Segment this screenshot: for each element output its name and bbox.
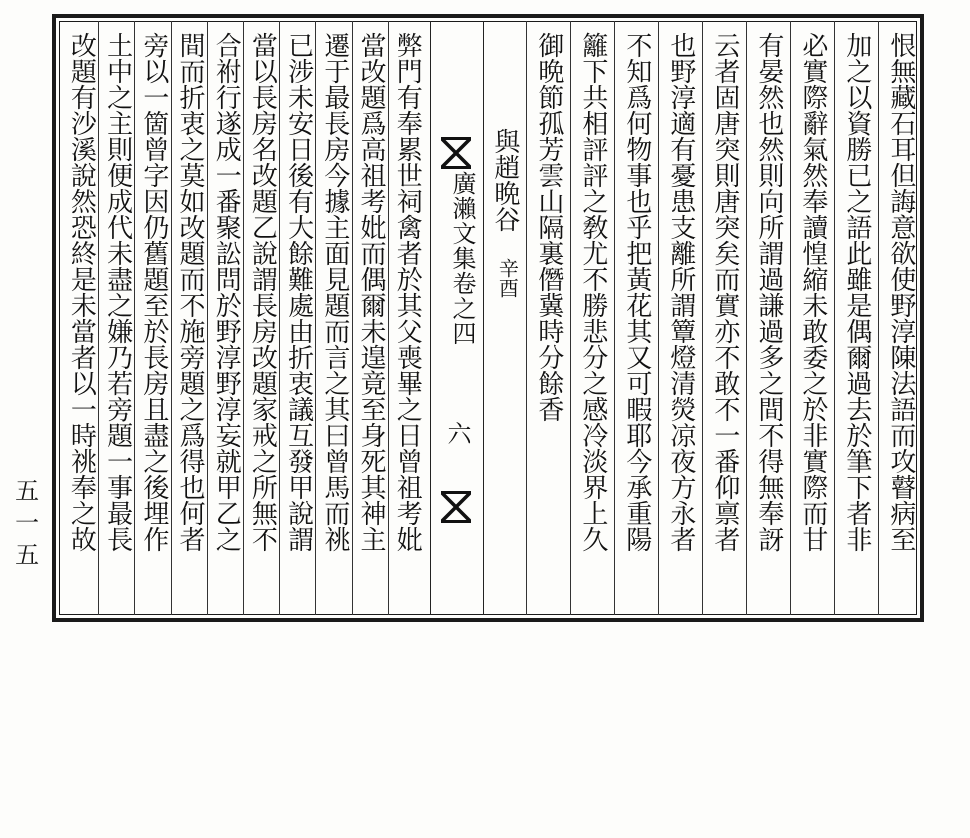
page-number: 五一五 bbox=[10, 478, 39, 574]
text-column-4: 有晏然也然則向所謂過謙過多之間不得無奉訝 bbox=[753, 32, 784, 552]
center-strip bbox=[430, 21, 484, 615]
column-rule bbox=[658, 21, 659, 615]
text-column-10: 弊門有奉累世祠禽者於其父喪畢之日曾祖考妣 bbox=[392, 32, 423, 552]
column-rule bbox=[243, 21, 244, 615]
text-column-17: 旁以一箇曾字因仍舊題至於長房且盡之後埋作 bbox=[138, 32, 169, 552]
letter-heading-year: 辛酉 bbox=[495, 258, 520, 298]
text-column-16: 間而折衷之莫如改題而不施旁題之爲得也何者 bbox=[175, 32, 205, 552]
column-rule bbox=[878, 21, 879, 615]
text-column-12: 遷于最長房今據主面見題而言之其曰曾馬而祧 bbox=[319, 32, 350, 552]
column-rule bbox=[98, 21, 99, 615]
text-column-8: 籬下共相評評之敎尤不勝悲分之感冷淡界上久 bbox=[577, 32, 608, 552]
text-column-6: 也野淳適有憂患支離所謂簟燈清熒凉夜方永者 bbox=[665, 32, 696, 552]
text-column-3: 必實際辭氣然奉讀惶縮未敢委之於非實際而甘 bbox=[797, 32, 828, 552]
column-rule bbox=[746, 21, 747, 615]
text-column-15: 合祔行遂成一番聚訟問於野淳野淳妄就甲乙之 bbox=[211, 32, 242, 552]
column-rule bbox=[315, 21, 316, 615]
text-column-9: 御晩節孤芳雲山隔裏僭冀時分餘香 bbox=[533, 32, 564, 422]
fish-tail-mark-bottom bbox=[441, 491, 471, 523]
text-column-7: 不知爲何物事也乎把黃花其又可暇耶今承重陽 bbox=[621, 32, 652, 552]
text-column-13: 已涉未安日後有大餘難處由折衷議互發甲說謂 bbox=[283, 32, 314, 552]
column-rule bbox=[171, 21, 172, 615]
text-column-2: 加之以資勝已之語此雖是偶爾過去於筆下者非 bbox=[841, 32, 872, 552]
text-column-18: 土中之主則便成代未盡之嫌乃若旁題一事最長 bbox=[102, 32, 133, 552]
text-column-14: 當以長房名改題乙說謂長房改題家戒之所無不 bbox=[247, 32, 278, 552]
column-rule bbox=[570, 21, 571, 615]
column-rule bbox=[790, 21, 791, 615]
page-frame bbox=[52, 14, 924, 622]
column-rule bbox=[134, 21, 135, 615]
text-column-5: 云者固唐突則唐突矣而實亦不敢不一番仰禀者 bbox=[709, 32, 740, 552]
column-rule bbox=[526, 21, 527, 615]
column-rule bbox=[352, 21, 353, 615]
letter-heading: 與趙晩谷 bbox=[489, 128, 520, 232]
column-rule bbox=[279, 21, 280, 615]
volume-title: 廣瀨文集卷之四 bbox=[448, 171, 476, 346]
leaf-number: 六 bbox=[443, 421, 471, 445]
text-column-11: 當改題爲高祖考妣而偶爾未遑竟至身死其神主 bbox=[356, 32, 386, 552]
fish-tail-mark-top bbox=[441, 137, 471, 169]
column-rule bbox=[614, 21, 615, 615]
column-rule bbox=[388, 21, 389, 615]
column-rule bbox=[702, 21, 703, 615]
text-column-1: 恨無藏石耳但誨意欲使野淳陳法語而攻瞽病至 bbox=[885, 32, 916, 552]
text-column-19: 改題有沙溪說然恐終是未當者以一時祧奉之故 bbox=[66, 32, 97, 552]
column-rule bbox=[834, 21, 835, 615]
column-rule bbox=[207, 21, 208, 615]
